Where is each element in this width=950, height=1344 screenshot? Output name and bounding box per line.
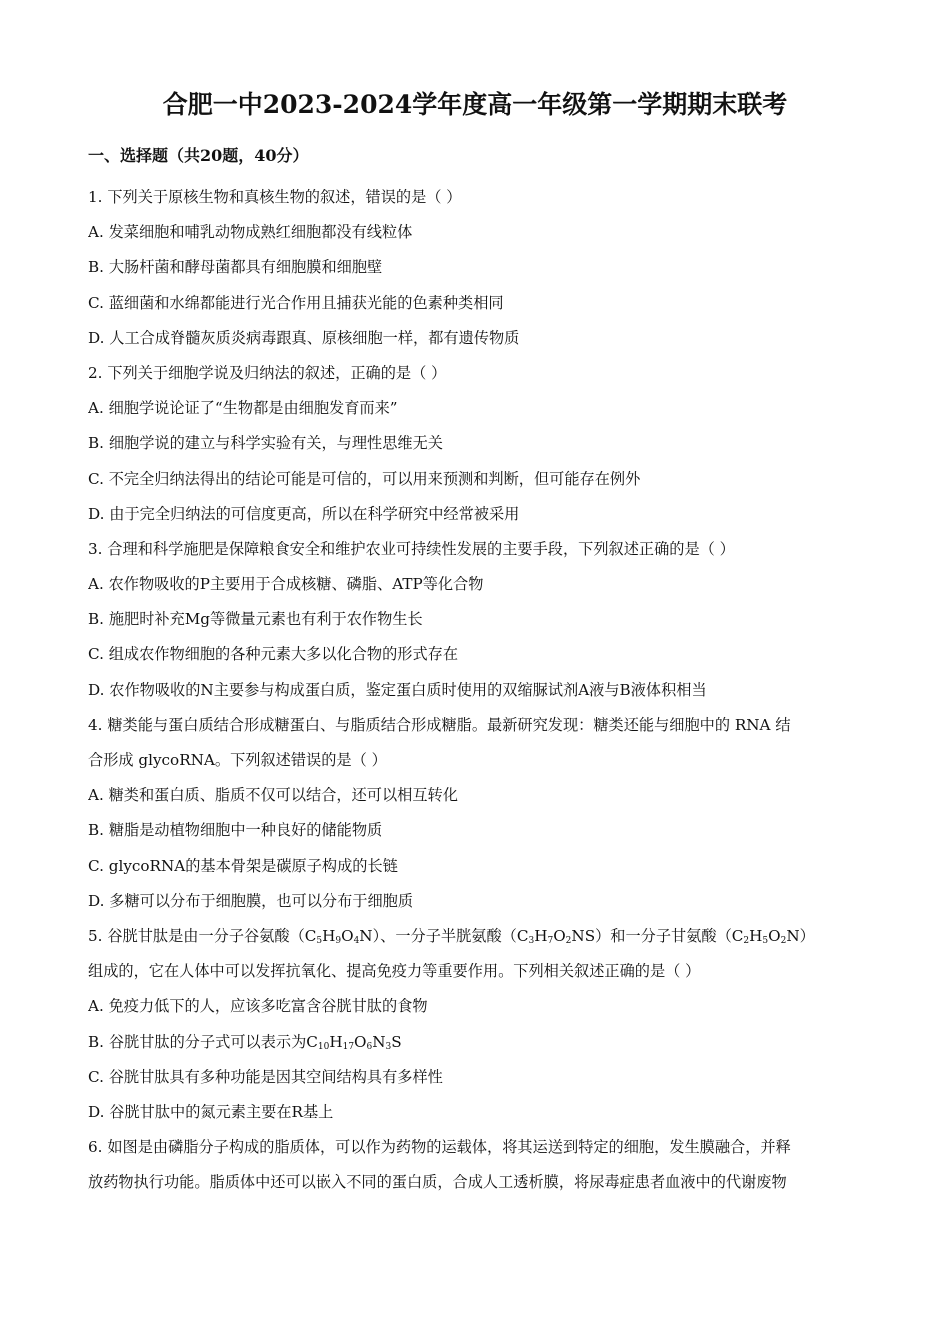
question-2-option-a: A. 细胞学说论证了“生物都是由细胞发育而来” [88, 399, 398, 418]
question-1-option-a: A. 发菜细胞和哺乳动物成熟红细胞都没有线粒体 [88, 223, 413, 242]
question-2-option-b: B. 细胞学说的建立与科学实验有关，与理性思维无关 [88, 434, 443, 453]
question-3-option-a: A. 农作物吸收的P主要用于合成核糖、磷脂、ATP等化合物 [88, 575, 484, 594]
question-4-option-c: C. glycoRNA的基本骨架是碳原子构成的长链 [88, 856, 398, 875]
question-3-option-d: D. 农作物吸收的N主要参与构成蛋白质，鉴定蛋白质时使用的双缩脲试剂A液与B液体积相当 [88, 680, 707, 699]
question-5-stem-part-1: 5. 谷胱甘肽是由一分子谷氨酸（ [88, 926, 305, 945]
question-5-stem-part-3: ）和一分子甘氨酸（ [595, 926, 732, 945]
question-5-option-b: B. 谷胱甘肽的分子式可以表示为$C_{10}H_{17}O_6N_3S$ [88, 1032, 402, 1052]
question-6-stem-line-2: 放药物执行功能。脂质体中还可以嵌入不同的蛋白质，合成人工透析膜，将尿毒症患者血液中的代谢废物 [88, 1173, 787, 1192]
question-5-stem-line-1 [88, 919, 864, 954]
question-1-stem: 1. 下列关于原核生物和真核生物的叙述，错误的是（ ） [88, 188, 462, 206]
question-5-stem-part-4: ） [799, 926, 815, 945]
question-2-option-d: D. 由于完全归纳法的可信度更高，所以在科学研究中经常被采用 [88, 504, 520, 523]
question-5-stem-line-2: 组成的，它在人体中可以发挥抗氧化、提高免疫力等重要作用。下列相关叙述正确的是（ ） [88, 962, 701, 981]
formula-glycine: $C_2H_5O_2N$ [731, 926, 800, 946]
section-heading: 一、选择题（共20题，40分） [88, 146, 309, 165]
question-list [88, 180, 864, 1200]
question-1-option-d: D. 人工合成脊髓灰质炎病毒跟真、原核细胞一样，都有遗传物质 [88, 328, 520, 347]
question-1-option-b: B. 大肠杆菌和酵母菌都具有细胞膜和细胞壁 [88, 258, 383, 277]
question-4-option-d: D. 多糖可以分布于细胞膜，也可以分布于细胞质 [88, 891, 414, 910]
question-4-option-b: B. 糖脂是动植物细胞中一种良好的储能物质 [88, 821, 383, 840]
question-4-stem-line-1: 4. 糖类能与蛋白质结合形成糖蛋白、与脂质结合形成糖脂。最新研究发现：糖类还能与细胞中的 RNA 结 [88, 715, 791, 734]
question-5-stem-part-2: ）、一分子半胱氨酸（ [372, 926, 517, 945]
question-2-option-c: C. 不完全归纳法得出的结论可能是可信的，可以用来预测和判断，但可能存在例外 [88, 469, 641, 488]
question-3-option-b: B. 施肥时补充Mg等微量元素也有利于农作物生长 [88, 610, 423, 629]
formula-cysteine: $C_3H_7O_2NS$ [516, 926, 596, 946]
question-5-option-c: C. 谷胱甘肽具有多种功能是因其空间结构具有多样性 [88, 1067, 443, 1086]
formula-glutamate: $C_5H_9O_4N$ [304, 926, 373, 946]
question-4-option-a: A. 糖类和蛋白质、脂质不仅可以结合，还可以相互转化 [88, 786, 458, 805]
question-6-stem-line-1: 6. 如图是由磷脂分子构成的脂质体，可以作为药物的运载体，将其运送到特定的细胞，发生膜融合，并释 [88, 1138, 791, 1157]
question-1-option-c: C. 蓝细菌和水绵都能进行光合作用且捕获光能的色素种类相同 [88, 293, 504, 312]
question-3-option-c: C. 组成农作物细胞的各种元素大多以化合物的形式存在 [88, 645, 459, 664]
question-2-stem: 2. 下列关于细胞学说及归纳法的叙述，正确的是（ ） [88, 363, 447, 382]
question-5-option-a: A. 免疫力低下的人，应该多吃富含谷胱甘肽的食物 [88, 997, 428, 1016]
page-title: 合肥一中2023-2024学年度高一年级第一学期期末联考 [162, 90, 788, 119]
question-3-stem: 3. 合理和科学施肥是保障粮食安全和维护农业可持续性发展的主要手段，下列叙述正确的是（ ） [88, 539, 735, 558]
question-4-stem-line-2: 合形成 glycoRNA。下列叙述错误的是（ ） [88, 751, 387, 769]
question-5-option-d: D. 谷胱甘肽中的氮元素主要在R基上 [88, 1102, 334, 1121]
formula-glutathione: $C_{10}H_{17}O_6N_3S$ [306, 1032, 402, 1052]
